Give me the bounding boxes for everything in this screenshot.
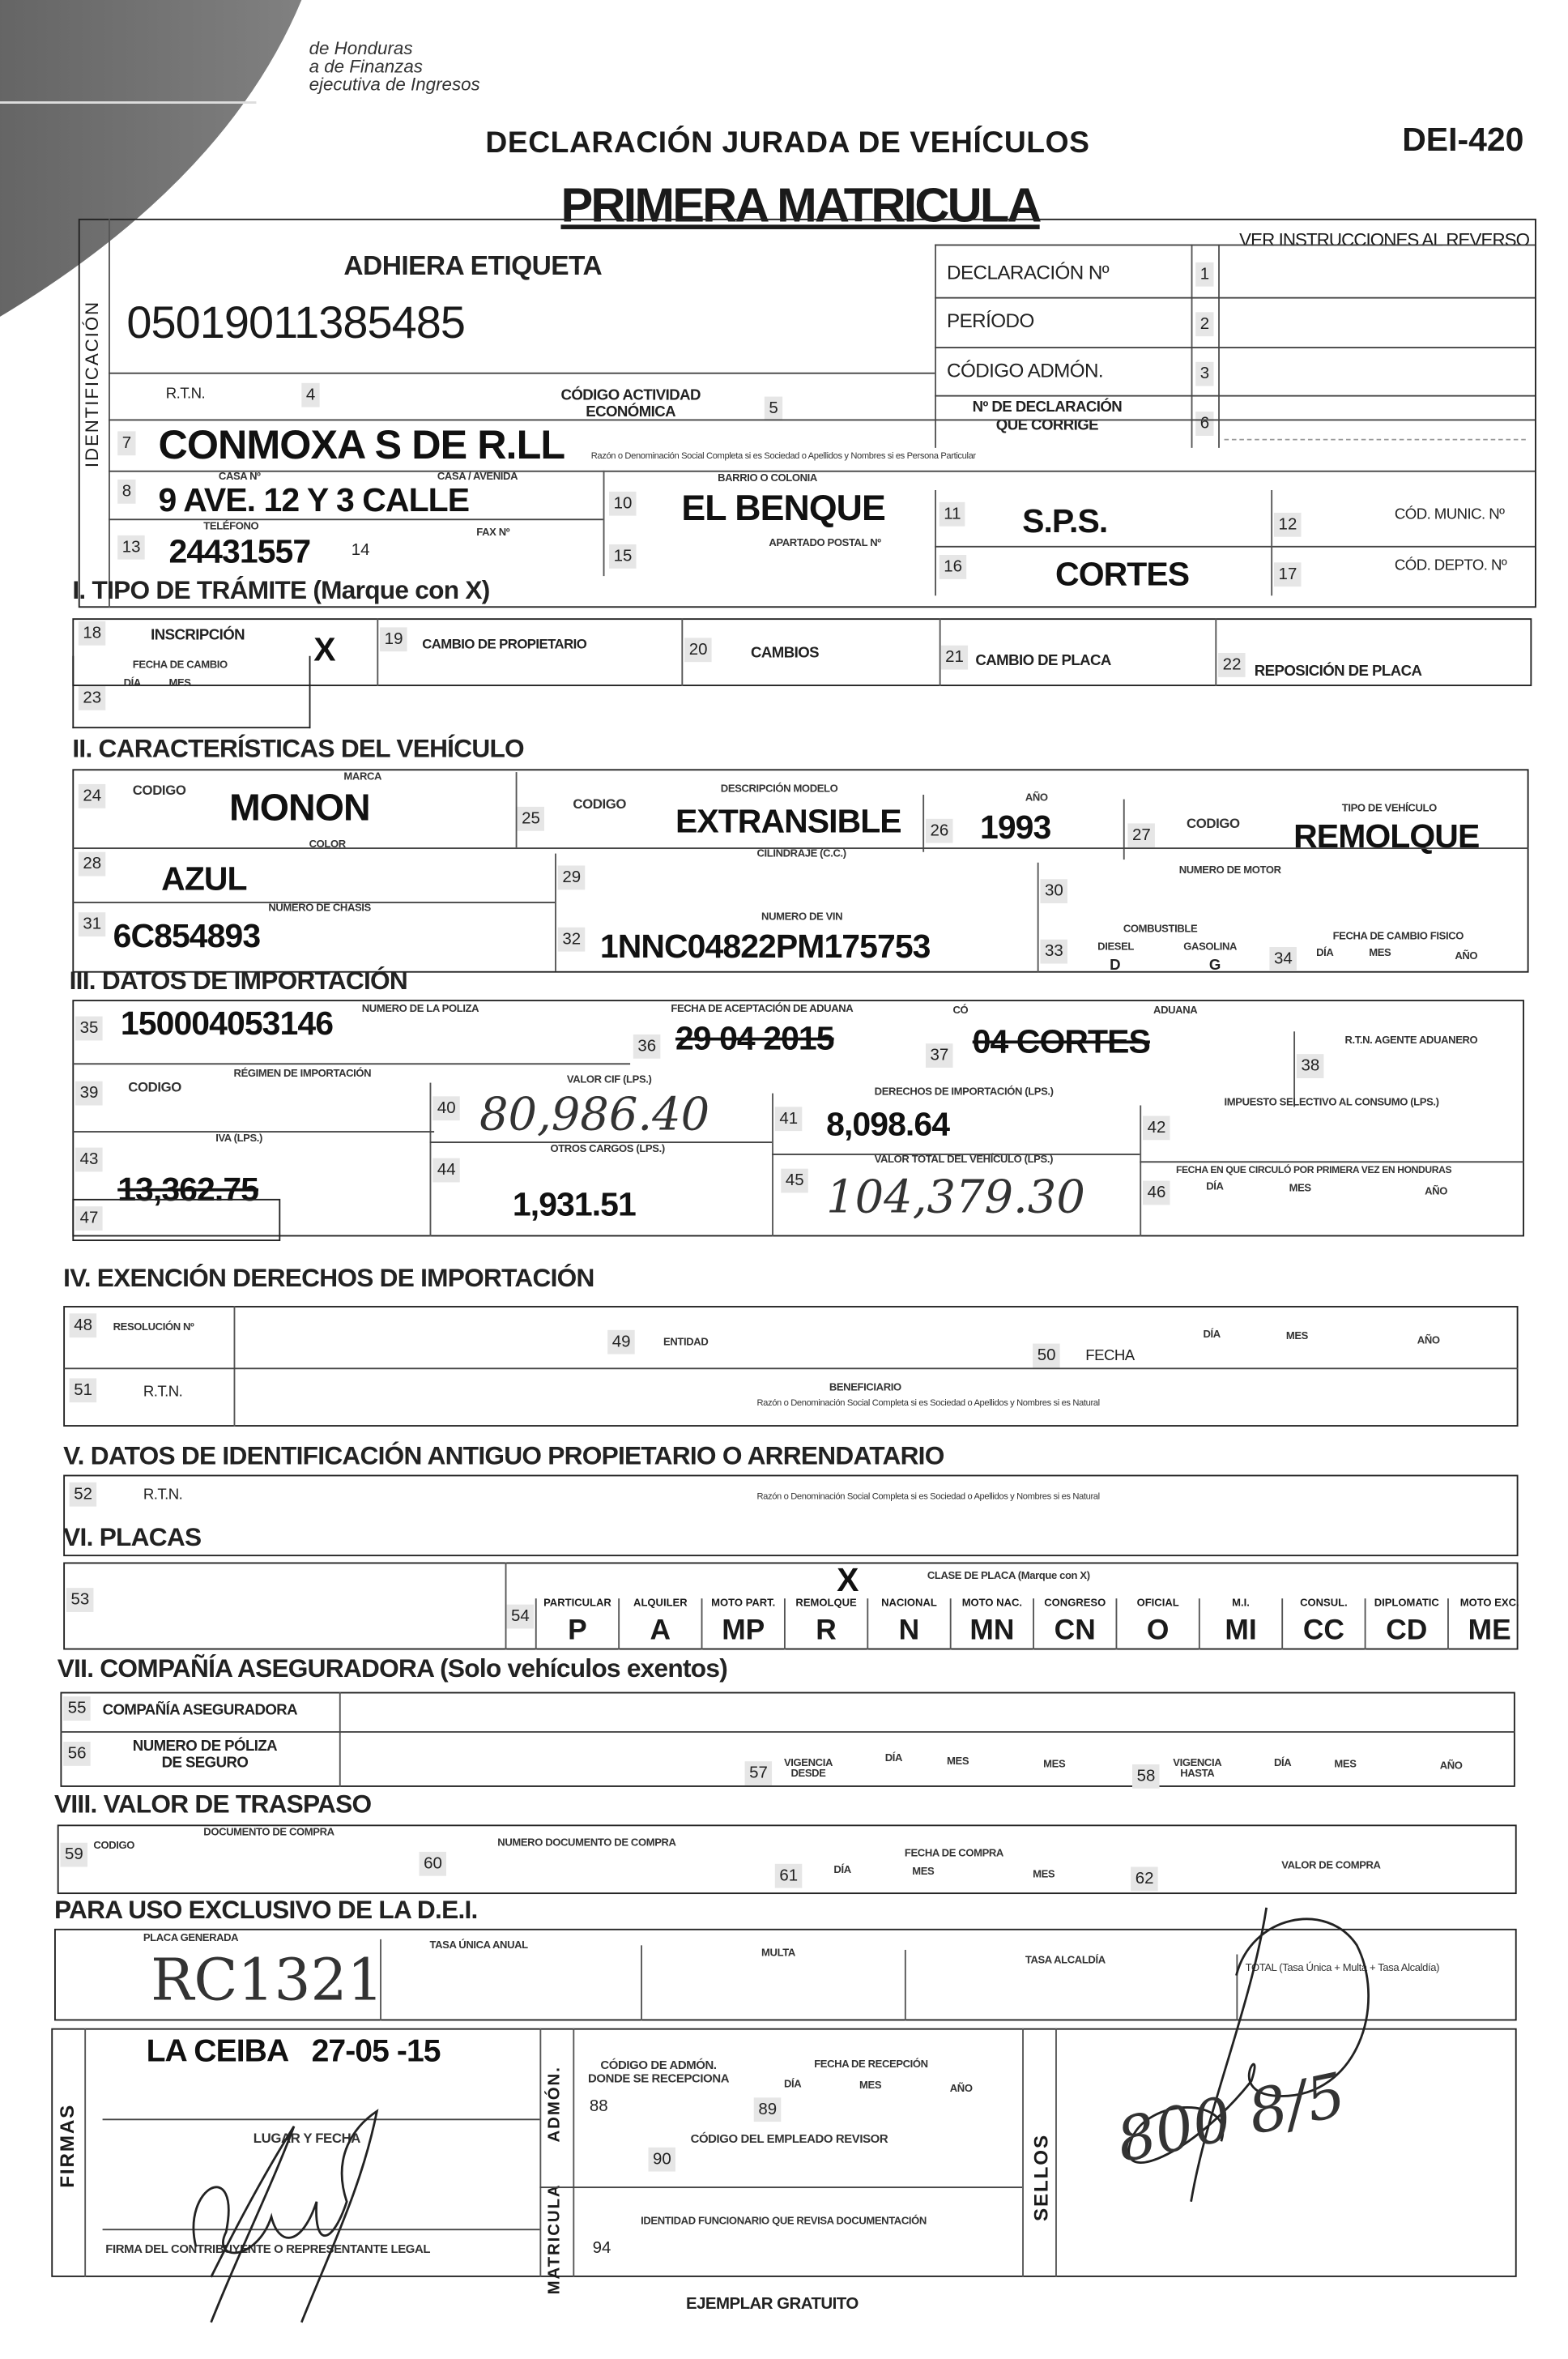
anio-label: AÑO [1455, 951, 1478, 962]
plate-option[interactable] [1281, 1598, 1364, 1649]
beneficiario-caption: Razón o Denominación Social Completa si es Sociedad o Apellidos y Nombres si es Natural [756, 1399, 1100, 1409]
mes-label: MES [1334, 1760, 1357, 1771]
plate-option-code: MI [1225, 1615, 1257, 1647]
field-number: 8 [117, 480, 136, 504]
diesel-option[interactable]: D [1110, 958, 1120, 975]
name-caption: Razón o Denominación Social Completa si es Sociedad o Apellidos y Nombres si es Persona Particular [590, 452, 976, 462]
field-number: 30 [1040, 879, 1067, 903]
plate-option-label: PARTICULAR [543, 1598, 611, 1610]
codigo-admon-label: CÓDIGO ADMÓN. [947, 359, 1104, 382]
codigo-admon-line: DONDE SE RECEPCIONA [587, 2071, 730, 2086]
firmas-side-label: FIRMAS [55, 2103, 79, 2188]
form-title: DECLARACIÓN JURADA DE VEHÍCULOS [485, 126, 1090, 160]
modelo-value: EXTRANSIBLE [675, 802, 901, 840]
field-number: 7 [117, 431, 136, 455]
field-number: 47 [75, 1206, 103, 1231]
stamp-note: 800 8/5 [1110, 2060, 1352, 2177]
plate-option-code: N [898, 1615, 920, 1647]
form-subtitle: PRIMERA MATRICULA [560, 177, 1040, 232]
corrige-label-line: QUE CORRIGE [995, 417, 1099, 435]
field-number: 13 [117, 535, 145, 560]
plate-option[interactable] [1365, 1598, 1447, 1649]
field-number: 17 [1274, 562, 1302, 587]
plate-option[interactable] [1199, 1598, 1281, 1649]
numero-doc-label: NUMERO DOCUMENTO DE COMPRA [497, 1838, 676, 1849]
aduana-label: ADUANA [1153, 1005, 1198, 1017]
field-number: 1 [1195, 262, 1214, 287]
plate-option-label: MOTO NAC. [961, 1598, 1023, 1610]
circulo-label: FECHA EN QUE CIRCULÓ POR PRIMERA VEZ EN HONDURAS [1175, 1165, 1452, 1176]
inscripcion-mark: X [313, 630, 335, 668]
field-number: 24 [79, 784, 106, 808]
anio-label: AÑO [1439, 1761, 1463, 1772]
section-placas-heading: VI. PLACAS [63, 1523, 202, 1552]
total-value: 104,379.30 [826, 1171, 1085, 1225]
cif-label: VALOR CIF (LPS.) [566, 1075, 652, 1086]
poliza-seguro-line: DE SEGURO [161, 1755, 249, 1772]
mes-label: MES [1285, 1331, 1308, 1342]
codigo-admon-line: CÓDIGO DE ADMÓN. [600, 2058, 717, 2072]
field-number: 32 [558, 928, 586, 952]
field-number: 4 [301, 383, 320, 407]
footer-note: EJEMPLAR GRATUITO [685, 2295, 859, 2314]
fecha-label: FECHA [1085, 1348, 1135, 1365]
field-number: 10 [609, 492, 637, 516]
vigencia-line: DESDE [790, 1768, 826, 1780]
section-importacion-heading: III. DATOS DE IMPORTACIÓN [69, 966, 408, 996]
cod-munic-label: CÓD. MUNIC. Nº [1394, 506, 1505, 523]
vin-value: 1NNC04822PM175753 [599, 927, 931, 966]
section-exencion-heading: IV. EXENCIÓN DERECHOS DE IMPORTACIÓN [63, 1263, 594, 1293]
official-signature [1025, 1885, 1417, 2217]
corrige-label-line: Nº DE DECLARACIÓN [972, 399, 1123, 416]
vigencia-line: VIGENCIA [783, 1758, 833, 1769]
plate-option-label: ALQUILER [633, 1598, 688, 1610]
placa-generada-value: RC1321 [151, 1947, 384, 2014]
plate-option[interactable] [1447, 1598, 1530, 1649]
fecha-cambio-label: FECHA DE CAMBIO [132, 660, 228, 672]
plate-option[interactable] [1033, 1598, 1115, 1649]
regimen-label: RÉGIMEN DE IMPORTACIÓN [233, 1069, 372, 1080]
barrio-value: EL BENQUE [681, 488, 885, 530]
plate-option-label: OFICIAL [1136, 1598, 1179, 1610]
field-number: 14 [351, 541, 370, 560]
derechos-value: 8,098.64 [826, 1105, 950, 1144]
clase-placa-label: CLASE DE PLACA (Marque con X) [927, 1571, 1090, 1582]
documento-label: DOCUMENTO DE COMPRA [203, 1828, 334, 1839]
declaracion-input[interactable] [1225, 252, 1526, 290]
field-number: 50 [1033, 1344, 1060, 1368]
plate-option-code: A [650, 1615, 671, 1647]
plate-option-label: REMOLQUE [795, 1598, 857, 1610]
section-antiguo-heading: V. DATOS DE IDENTIFICACIÓN ANTIGUO PROPIETARIO O ARRENDATARIO [63, 1441, 944, 1470]
otros-value: 1,931.51 [512, 1185, 636, 1223]
field-number: 37 [926, 1043, 953, 1068]
plate-mark: X [837, 1560, 859, 1599]
motor-label: NUMERO DE MOTOR [1178, 865, 1281, 877]
form-code: DEI-420 [1402, 120, 1524, 159]
chasis-value: 6C854893 [113, 916, 261, 955]
vigencia-line: VIGENCIA [1173, 1758, 1222, 1769]
plate-option-label: CONGRESO [1044, 1598, 1106, 1610]
mes-label: MES [912, 1866, 935, 1878]
plate-option-code: CC [1302, 1615, 1344, 1647]
poliza-label: NUMERO DE LA POLIZA [361, 1004, 479, 1015]
agency-block [309, 37, 480, 96]
mes-label: MES [1033, 1870, 1055, 1881]
field-number: 38 [1297, 1054, 1324, 1078]
lugar-fecha-label: LUGAR Y FECHA [253, 2131, 361, 2146]
dia-label: DÍA [1316, 948, 1334, 959]
agency-line: ejecutiva de Ingresos [309, 74, 480, 96]
mes-label: MES [1369, 948, 1391, 959]
section-aseguradora-heading: VII. COMPAÑÍA ASEGURADORA (Solo vehículos exentos) [57, 1654, 727, 1683]
field-number: 25 [517, 807, 544, 831]
field-number: 16 [940, 555, 967, 579]
mes-label: MES [168, 678, 191, 689]
taxpayer-signature [151, 2096, 452, 2337]
apartado-label: APARTADO POSTAL Nº [769, 538, 881, 549]
field-number: 34 [1269, 947, 1297, 971]
field-number: 53 [66, 1588, 94, 1612]
vigencia-hasta-label [1173, 1759, 1221, 1780]
dia-label: DÍA [884, 1753, 903, 1764]
section-vehiculo-heading: II. CARACTERÍSTICAS DEL VEHÍCULO [72, 734, 524, 763]
plate-option-label: MOTO EXC. [1459, 1598, 1519, 1610]
field-number: 31 [79, 912, 106, 936]
regimen-codigo-label: CODIGO [128, 1079, 181, 1095]
field-number: 26 [926, 819, 953, 843]
actividad-label-line: ECONÓMICA [586, 403, 676, 421]
mes-label: MES [1043, 1760, 1066, 1771]
fecha-compra-label: FECHA DE COMPRA [904, 1849, 1003, 1860]
plate-option-label: CONSUL. [1300, 1598, 1348, 1610]
poliza-seguro-line: NUMERO DE PÓLIZA [132, 1738, 278, 1755]
rtn-label: R.T.N. [143, 1487, 183, 1504]
field-number: 6 [1195, 412, 1214, 436]
option-cambio-placa[interactable]: CAMBIO DE PLACA [975, 653, 1111, 670]
dia-label: DÍA [1273, 1758, 1292, 1769]
compania-label: COMPAÑÍA ASEGURADORA [102, 1702, 298, 1720]
rtn-label: R.T.N. [165, 386, 206, 403]
tasa-unica-label: TASA ÚNICA ANUAL [429, 1940, 528, 1952]
agency-line: de Honduras [309, 37, 413, 59]
dia-label: DÍA [783, 2080, 802, 2091]
codigo-label: CODIGO [93, 1841, 135, 1852]
field-number: 49 [607, 1330, 635, 1354]
plate-option-code: ME [1468, 1615, 1511, 1647]
antiguo-caption: Razón o Denominación Social Completa si es Sociedad o Apellidos y Nombres si es Natural [756, 1492, 1100, 1503]
mes-label: MES [859, 2080, 882, 2092]
derechos-label: DERECHOS DE IMPORTACIÓN (LPS.) [874, 1087, 1054, 1098]
admon-side-label: ADMÓN. [545, 2066, 565, 2143]
corrige-label [973, 399, 1122, 436]
field-number: 18 [79, 621, 106, 646]
declaracion-label: DECLARACIÓN Nº [947, 261, 1110, 284]
plate-option-label: MOTO PART. [711, 1598, 776, 1610]
aduana-codigo-label: CÓ [952, 1005, 969, 1017]
avenida-label: CASA / AVENIDA [437, 471, 518, 483]
combustible-label: COMBUSTIBLE [1123, 924, 1198, 936]
field-number: 11 [940, 502, 965, 527]
plate-option-code: P [568, 1615, 587, 1647]
field-number: 29 [558, 866, 586, 890]
field-number: 42 [1143, 1116, 1170, 1141]
plate-option[interactable] [950, 1598, 1033, 1649]
option-cambios[interactable]: CAMBIOS [751, 645, 820, 663]
iva-label: IVA (LPS.) [215, 1133, 263, 1145]
field-number: 36 [633, 1034, 661, 1059]
field-number: 40 [432, 1096, 460, 1120]
field-number: 15 [609, 544, 637, 569]
agency-line: a de Finanzas [309, 55, 423, 77]
iva-value: 13,362.75 [117, 1170, 259, 1209]
plate-option[interactable] [867, 1598, 949, 1649]
field-number: 21 [941, 646, 969, 670]
telefono-label: TELÉFONO [203, 522, 259, 533]
plate-option-label: DIPLOMATIC [1374, 1598, 1439, 1610]
instructions-note: VER INSTRUCCIONES AL REVERSO [1239, 228, 1530, 251]
field-number: 48 [70, 1313, 97, 1337]
vigencia-desde-label [784, 1759, 833, 1780]
field-number: 60 [419, 1852, 446, 1876]
field-number: 22 [1218, 653, 1246, 677]
codigo-admon-input[interactable] [1225, 352, 1526, 390]
sticker-number: 05019011385485 [126, 298, 466, 349]
codigo-admon-recepcion-label [588, 2058, 729, 2086]
section-tramite-heading: I. TIPO DE TRÁMITE (Marque con X) [72, 576, 490, 605]
option-reposicion-placa[interactable]: REPOSICIÓN DE PLACA [1254, 663, 1422, 680]
municipio-value: S.P.S. [1022, 501, 1108, 540]
plate-option[interactable] [701, 1598, 784, 1649]
entidad-label: ENTIDAD [663, 1337, 709, 1349]
identidad-label: IDENTIDAD FUNCIONARIO QUE REVISA DOCUMENTACIÓN [641, 2216, 927, 2228]
field-number: 56 [63, 1742, 91, 1766]
chasis-label: NUMERO DE CHASIS [268, 903, 371, 915]
field-number: 94 [592, 2239, 611, 2258]
casa-label: CASA Nº [218, 471, 261, 483]
marca-label: MARCA [343, 772, 382, 783]
field-number: 35 [75, 1017, 103, 1041]
matricula-side-label: MATRICULA [545, 2183, 565, 2295]
anio-label: AÑO [1417, 1336, 1440, 1347]
telefono-value: 24431557 [168, 532, 311, 570]
anio-value: 1993 [979, 808, 1051, 847]
actividad-label-line: CÓDIGO ACTIVIDAD [560, 387, 701, 404]
poliza-seguro-label [133, 1738, 277, 1772]
cambio-fisico-label: FECHA DE CAMBIO FISICO [1332, 932, 1464, 943]
dia-label: DÍA [833, 1865, 851, 1876]
field-number: 41 [775, 1107, 803, 1131]
field-number: 89 [754, 2097, 782, 2122]
dia-label: DÍA [1206, 1182, 1224, 1193]
plate-option-label: M.I. [1232, 1598, 1250, 1610]
poliza-value: 150004053146 [120, 1004, 334, 1043]
plate-option-code: MP [722, 1615, 765, 1647]
field-number: 27 [1127, 823, 1155, 847]
section-traspaso-heading: VIII. VALOR DE TRASPASO [54, 1790, 372, 1819]
cif-value: 80,986.40 [479, 1089, 710, 1142]
field-number: 90 [648, 2148, 675, 2172]
color-label: COLOR [309, 839, 346, 851]
mes-label: MES [947, 1756, 969, 1768]
field-47-box [72, 1199, 280, 1241]
plate-option-code: MN [969, 1615, 1015, 1647]
diesel-label: DIESEL [1097, 942, 1135, 953]
marca-codigo-label: CODIGO [132, 783, 186, 798]
fecha-aceptacion-label: FECHA DE ACEPTACIÓN DE ADUANA [671, 1004, 854, 1015]
field-number: 55 [63, 1696, 91, 1721]
address-value: 9 AVE. 12 Y 3 CALLE [158, 480, 470, 519]
field-number: 54 [506, 1605, 534, 1629]
plate-option[interactable] [1116, 1598, 1199, 1649]
agente-label: R.T.N. AGENTE ADUANERO [1344, 1035, 1478, 1047]
plate-option-code: CN [1054, 1615, 1096, 1647]
dia-label: DÍA [1203, 1329, 1221, 1341]
modelo-label: DESCRIPCIÓN MODELO [720, 783, 838, 796]
field-number: 46 [1143, 1181, 1170, 1205]
field-number: 2 [1195, 312, 1214, 336]
cilindraje-label: CILINDRAJE (C.C.) [756, 849, 846, 860]
tipo-codigo-label: CODIGO [1187, 816, 1240, 831]
periodo-input[interactable] [1225, 301, 1526, 339]
field-number: 28 [79, 852, 106, 877]
tasa-alcaldia-label: TASA ALCALDÍA [1025, 1956, 1106, 1967]
placa-generada-label: PLACA GENERADA [143, 1933, 239, 1944]
multa-label: MULTA [761, 1948, 795, 1960]
firma-label: FIRMA DEL CONTRIBUYENTE O REPRESENTANTE LEGAL [105, 2242, 431, 2256]
option-inscripcion[interactable]: INSCRIPCIÓN [151, 627, 245, 644]
gasolina-label: GASOLINA [1183, 942, 1238, 953]
aduana-value: 04 CORTES [972, 1022, 1150, 1060]
field-number: 88 [589, 2097, 608, 2116]
vin-label: NUMERO DE VIN [761, 912, 843, 924]
field-number: 59 [60, 1843, 87, 1867]
modelo-codigo-label: CODIGO [573, 796, 627, 812]
resolucion-label: RESOLUCIÓN Nº [113, 1322, 194, 1333]
field-number: 58 [1132, 1764, 1160, 1789]
valor-compra-label: VALOR DE COMPRA [1281, 1861, 1381, 1872]
dia-label: DÍA [123, 678, 141, 689]
mes-label: MES [1289, 1184, 1311, 1195]
field-number: 44 [432, 1158, 460, 1183]
antiguo-section [63, 1475, 1518, 1557]
field-number: 45 [781, 1169, 808, 1193]
plate-options [535, 1598, 1531, 1649]
field-number: 39 [75, 1081, 103, 1106]
field-number: 33 [1040, 940, 1067, 964]
plate-option[interactable] [618, 1598, 701, 1649]
selectivo-label: IMPUESTO SELECTIVO AL CONSUMO (LPS.) [1224, 1098, 1439, 1109]
plate-option-code: R [816, 1615, 837, 1647]
rtn-label: R.T.N. [143, 1384, 183, 1401]
field-number: 20 [684, 638, 712, 662]
plate-option[interactable] [784, 1598, 867, 1649]
otros-label: OTROS CARGOS (LPS.) [550, 1144, 665, 1155]
beneficiario-label: BENEFICIARIO [829, 1382, 901, 1394]
barrio-label: BARRIO O COLONIA [718, 473, 817, 484]
field-number: 52 [70, 1482, 97, 1507]
field-number: 43 [75, 1148, 103, 1172]
anio-label: AÑO [949, 2084, 973, 2095]
fecha-aceptacion-value: 29 04 2015 [675, 1019, 834, 1057]
plate-option[interactable] [535, 1598, 618, 1649]
tipo-label: TIPO DE VEHÍCULO [1341, 804, 1437, 815]
empleado-label: CÓDIGO DEL EMPLEADO REVISOR [690, 2132, 888, 2146]
identification-side-label: IDENTIFICACIÓN [81, 301, 103, 468]
plate-option-code: CD [1386, 1615, 1428, 1647]
field-number: 62 [1131, 1867, 1158, 1892]
section-dei-heading: PARA USO EXCLUSIVO DE LA D.E.I. [54, 1895, 478, 1925]
field-number: 61 [775, 1864, 803, 1888]
plate-option-label: NACIONAL [881, 1598, 937, 1610]
color-value: AZUL [161, 860, 247, 898]
anio-label: AÑO [1425, 1187, 1447, 1198]
field-number: 57 [745, 1761, 773, 1785]
lugar-fecha-value: LA CEIBA 27-05 -15 [146, 2034, 441, 2069]
field-number: 19 [380, 627, 407, 651]
total-label: VALOR TOTAL DEL VEHÍCULO (LPS.) [874, 1154, 1054, 1166]
tipo-value: REMOLQUE [1293, 817, 1480, 855]
periodo-label: PERÍODO [947, 309, 1034, 332]
gasolina-option[interactable]: G [1208, 958, 1221, 975]
plate-option-code: O [1146, 1615, 1170, 1647]
departamento-value: CORTES [1055, 555, 1190, 593]
total-dei-label: TOTAL (Tasa Única + Multa + Tasa Alcaldía) [1245, 1963, 1440, 1974]
vigencia-line: HASTA [1180, 1768, 1215, 1780]
fax-label: FAX Nº [476, 527, 510, 539]
actividad-label [560, 387, 700, 420]
sellos-side-label: SELLOS [1029, 2134, 1053, 2222]
field-number: 23 [79, 686, 106, 710]
field-number: 12 [1274, 513, 1302, 537]
field-number: 3 [1195, 362, 1214, 386]
cod-depto-label: CÓD. DEPTO. Nº [1394, 557, 1507, 575]
anio-label: AÑO [1025, 793, 1048, 804]
fecha-recepcion-label: FECHA DE RECEPCIÓN [814, 2059, 928, 2071]
field-number: 5 [765, 397, 783, 421]
option-cambio-propietario[interactable]: CAMBIO DE PROPIETARIO [422, 636, 587, 652]
sticker-label: ADHIERA ETIQUETA [343, 250, 603, 281]
taxpayer-name: CONMOXA S DE R.LL [158, 422, 565, 468]
field-number: 51 [70, 1378, 97, 1402]
marca-value: MONON [228, 787, 370, 830]
rtn-input[interactable] [334, 377, 546, 413]
